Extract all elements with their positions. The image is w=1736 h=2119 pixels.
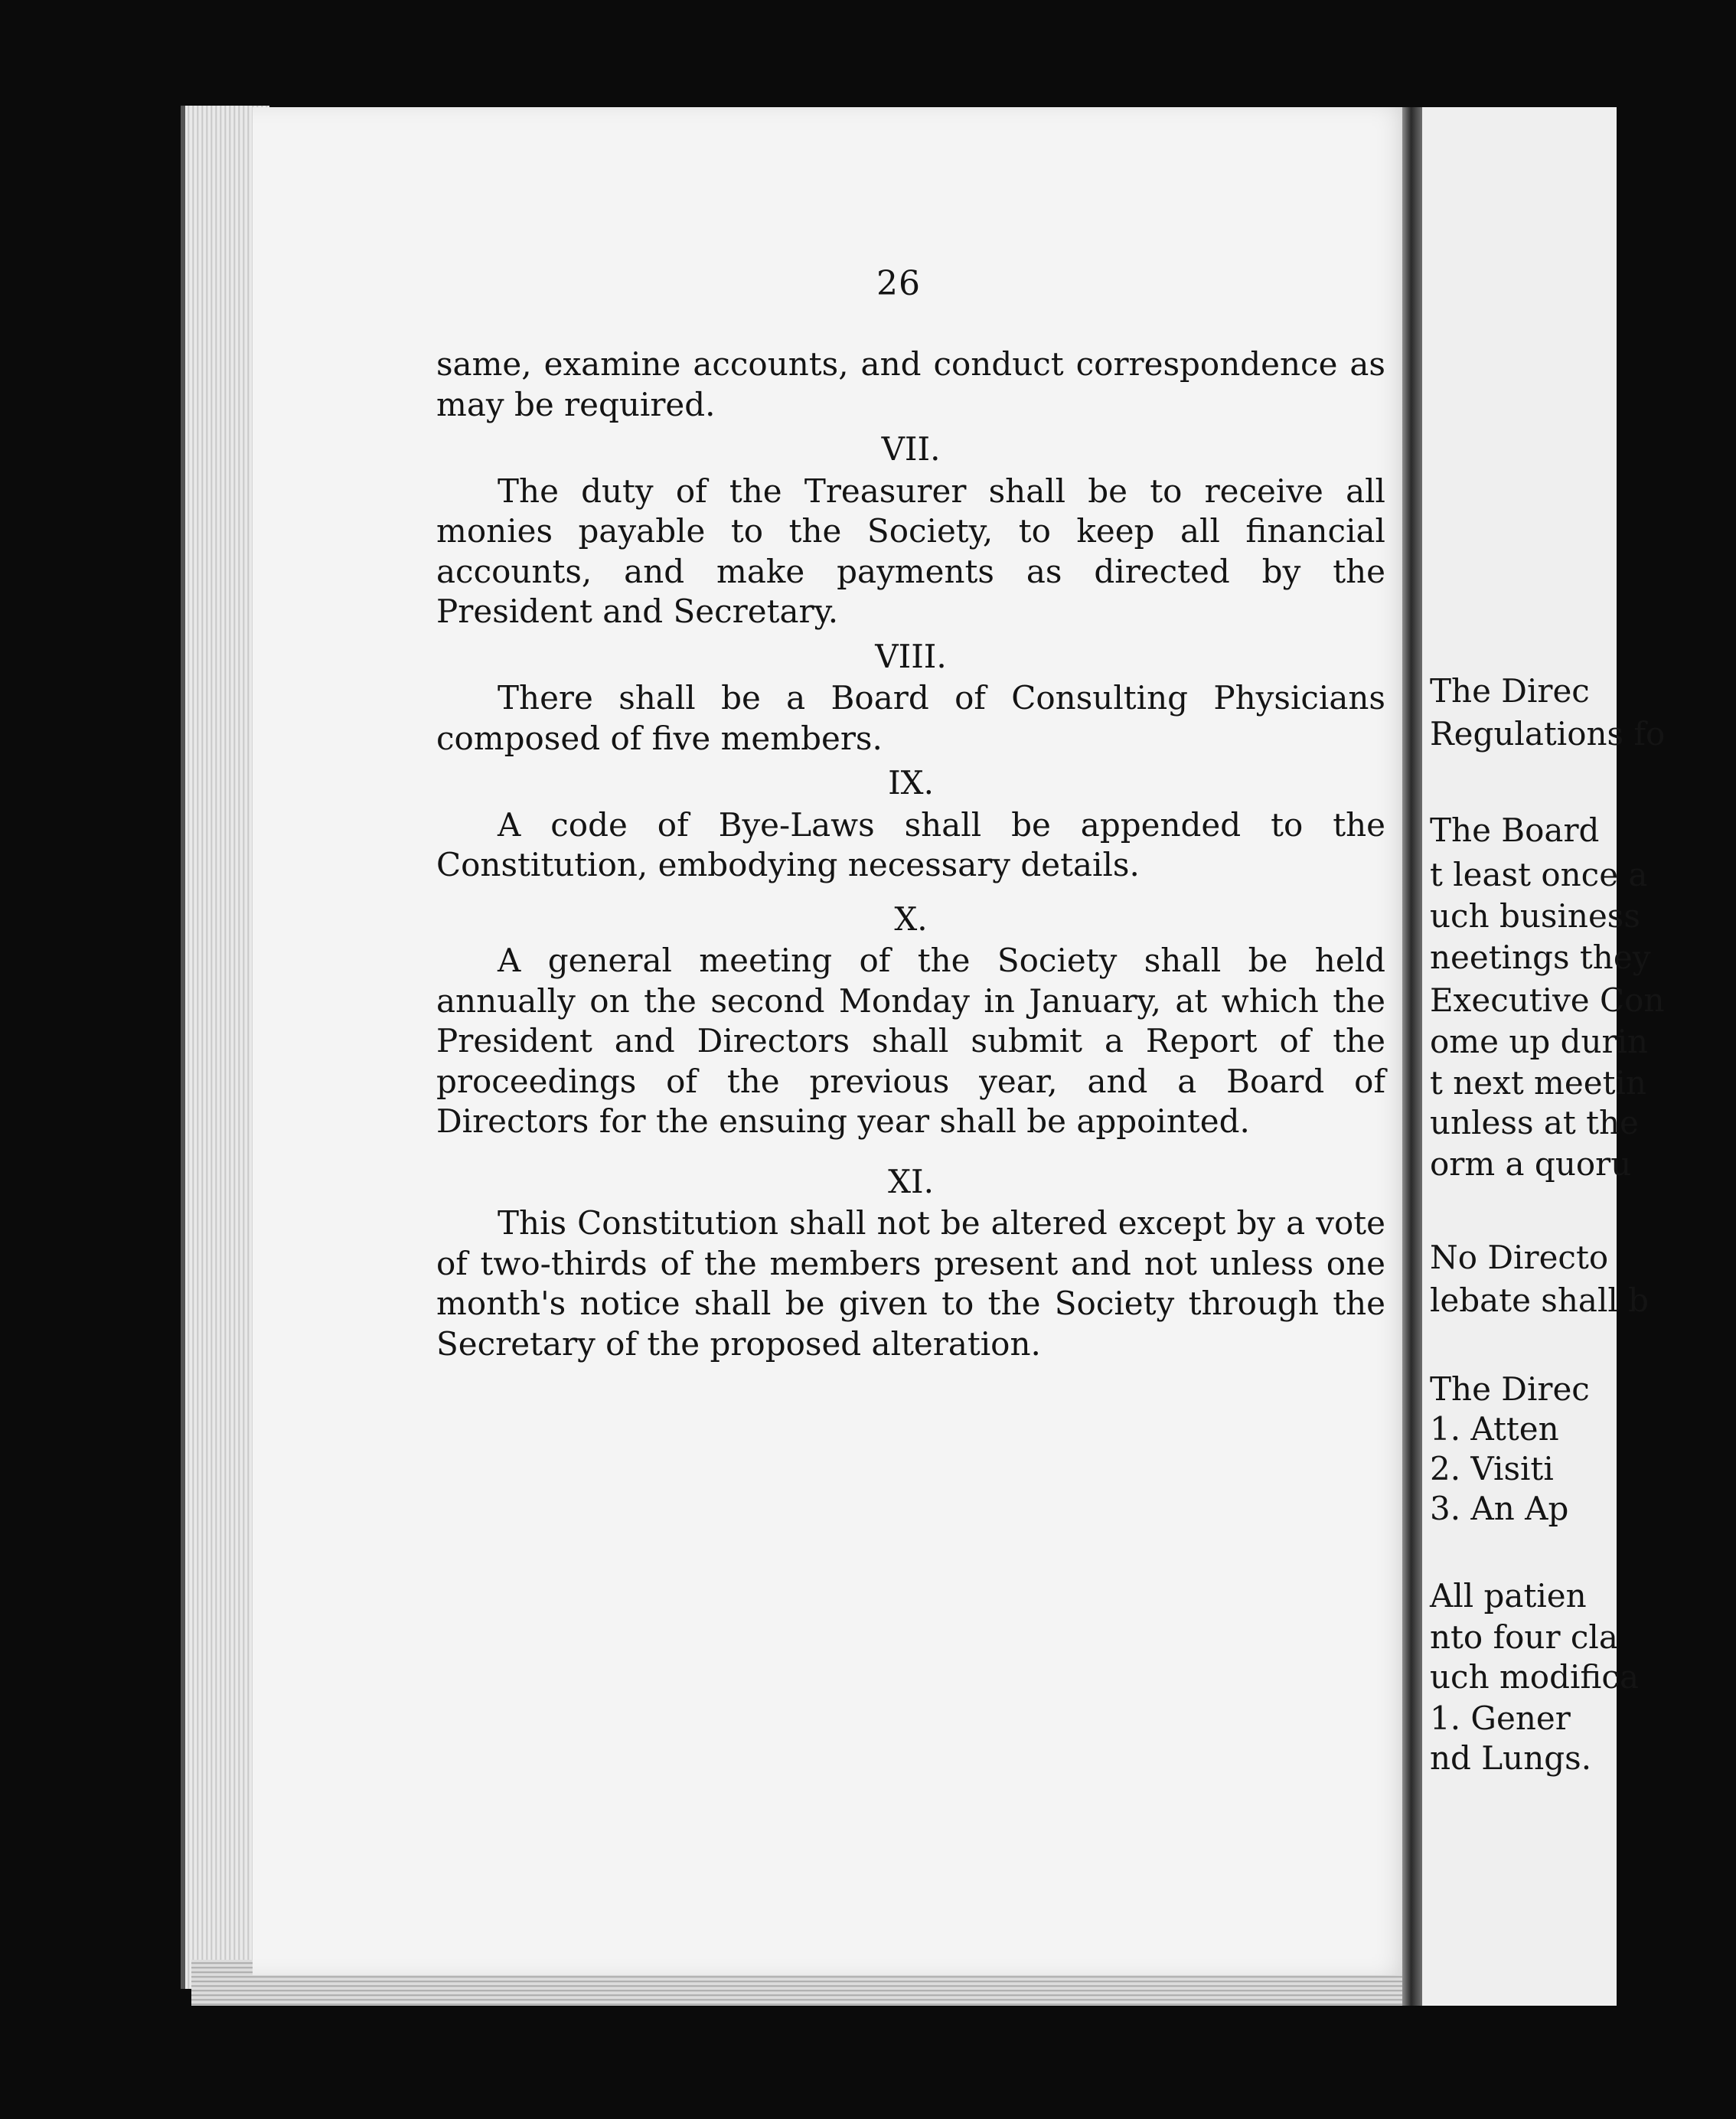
paragraph: same, examine accounts, and conduct correspondence as may be required. [436,345,1385,423]
text-fragment: uch modifica [1430,1658,1639,1696]
text-fragment: Regulations fo [1430,715,1666,753]
text-fragment: The Direc [1430,672,1590,710]
text-fragment: 2. Visiti [1430,1450,1554,1487]
text-fragment: No Directo [1430,1239,1609,1276]
paragraph: This Constitution shall not be altered except by a vote of two-thirds of the members present and not unless one month's notice shall be given to the Society through the Secretary of the proposed alteration. [436,1204,1385,1363]
left-page-body [436,344,1385,1364]
section-heading: VIII. [875,637,947,675]
text-fragment: nd Lungs. [1430,1739,1592,1777]
text-fragment: uch business [1430,897,1640,935]
text-fragment: neetings they [1430,939,1651,976]
text-fragment: t least once a [1430,856,1648,893]
section-heading: IX. [888,764,934,802]
text-fragment: 1. Gener [1430,1699,1571,1737]
book-spine [1402,107,1422,2006]
text-fragment: ome up durin [1430,1023,1649,1060]
paragraph: There shall be a Board of Consulting Physicians composed of five members. [436,679,1385,757]
text-fragment: The Board [1430,811,1600,849]
paragraph: The duty of the Treasurer shall be to receive all monies payable to the Society, to keep all financial accounts, and make payments as directed by the President and Secretary. [436,472,1385,630]
text-fragment: nto four cla [1430,1618,1618,1656]
text-fragment: All patien [1430,1577,1587,1615]
text-fragment: The Direc [1430,1370,1590,1408]
text-fragment: unless at the [1430,1104,1639,1141]
text-fragment: Executive Con [1430,981,1665,1019]
paragraph: A general meeting of the Society shall be held annually on the second Monday in January, at which the President and Directors shall submit a Report of the proceedings of the previous year, and a Board of Directors for the ensuing year shall be appointed. [436,942,1385,1140]
section-heading: VII. [881,430,941,468]
page-number: 26 [876,264,921,303]
text-fragment: t next meetin [1430,1064,1646,1102]
text-fragment: 3. An Ap [1430,1490,1569,1527]
text-fragment: lebate shall b [1430,1282,1650,1319]
section-heading: XI. [888,1162,934,1200]
section-heading: X. [894,900,928,938]
text-fragment: orm a quoru [1430,1145,1632,1183]
text-fragment: 1. Atten [1430,1410,1559,1448]
paragraph: A code of Bye-Laws shall be appended to the Constitution, embodying necessary details. [436,805,1385,883]
